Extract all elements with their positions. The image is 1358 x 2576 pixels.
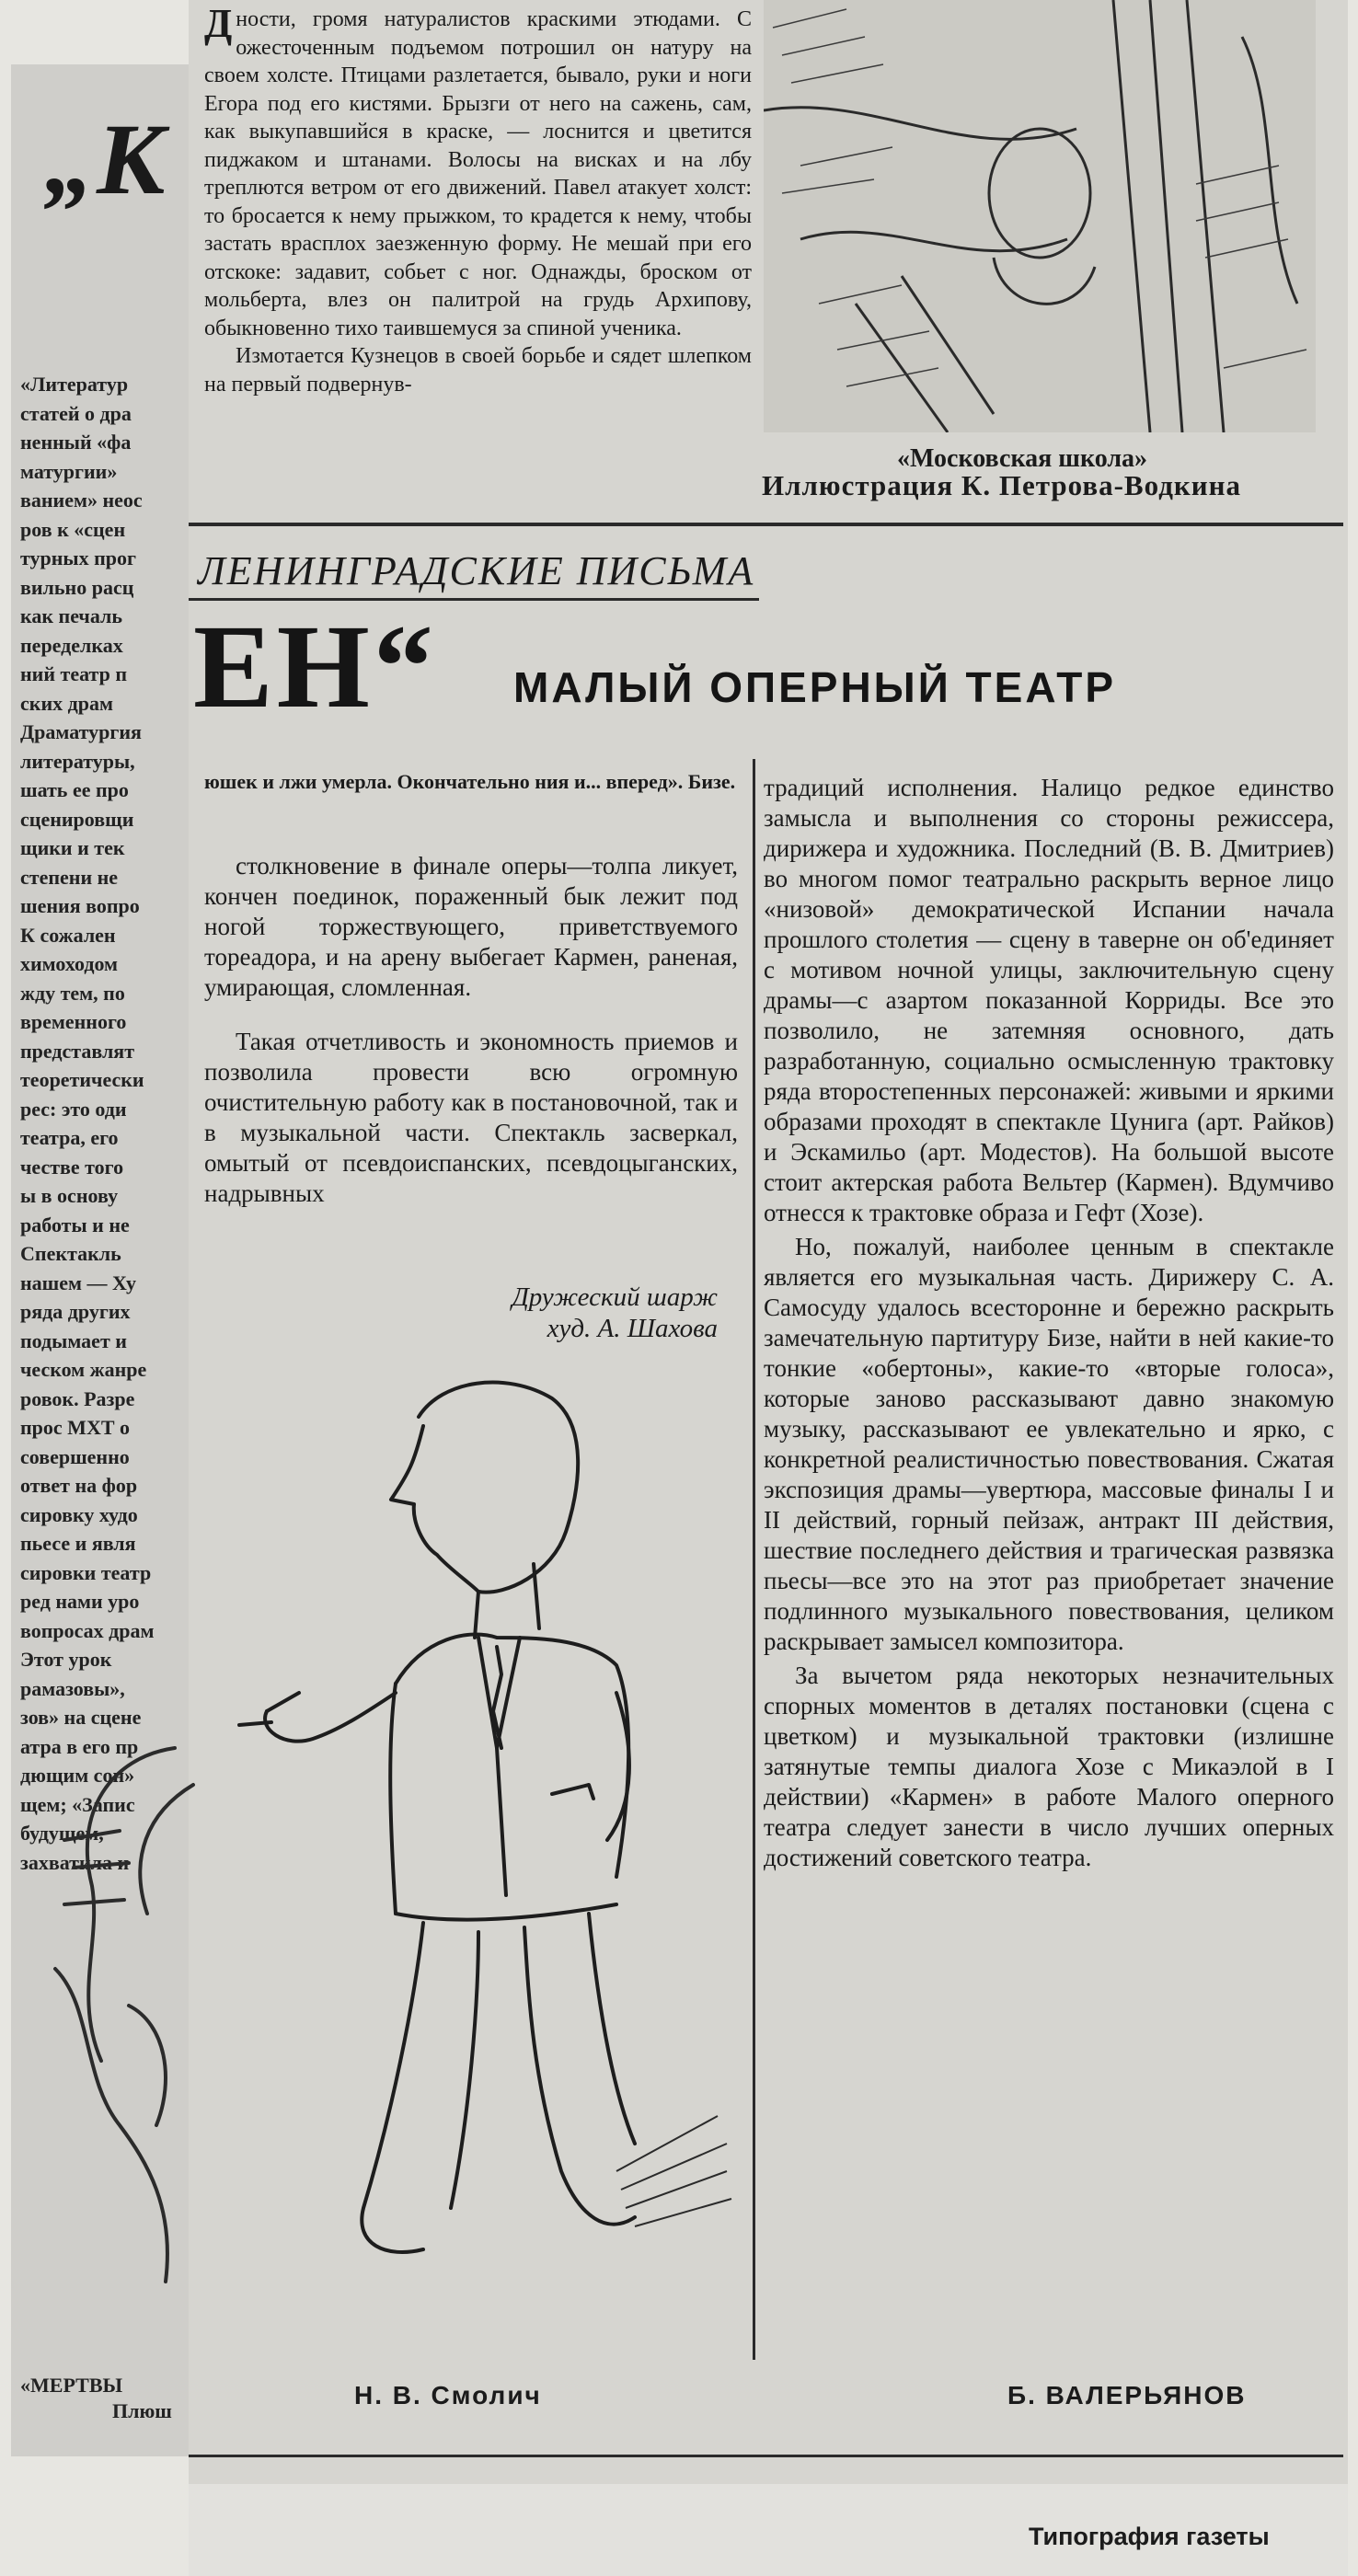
left-bottom-fragment-2: Плюш [112,2399,172,2422]
left-fragment-line: как печаль [20,604,122,627]
left-fragment-line: честве того [20,1155,124,1179]
left-fragment-line: жду тем, по [20,981,125,1005]
left-fragment-line: шения вопро [20,894,140,917]
left-bottom-fragment-1: «МЕРТВЫ [20,2374,123,2397]
article-title: МАЛЫЙ ОПЕРНЫЙ ТЕАТР [513,663,1117,711]
illustration-caption: Иллюстрация К. Петрова-Водкина [762,469,1241,501]
caricature-drawing [202,1362,745,2337]
top-article-continuation: Измотается Кузнецов в своей борьбе и сядет шлепком на первый подвернув- [204,344,752,397]
left-fragment-line: химоходом [20,952,119,975]
left-fragment-line: ред нами уро [20,1590,140,1613]
section-top-rule [189,523,1343,526]
left-fragment-line: степени не [20,865,119,889]
illustration-image [764,0,1316,432]
mid-paragraph-2: Такая отчетливость и экономность приемов и позволила провести всю огромную очистительную работу как в постановочной, так и в музыкальной части. Спектакль засверкал, омытый от псевдоиспанских, псевдоцыганских, надрывных [204,1028,738,1207]
left-fragment-line: статей о дра [20,401,132,425]
left-fragment-line: ров к «сцен [20,517,126,541]
right-column [764,773,1334,1873]
caricature-subject: Н. В. Смолич [354,2381,542,2409]
left-fragment-line: театра, его [20,1126,119,1149]
top-article-text: ности, громя натуралистов краскими этюдами. С ожесточенным подъемом потрошил он натуру на своем холсте. Птицами разлетается, бывало, руки и ноги Егора под его кистями. Брызги от него на сажень, сам, как выкупавшийся в краске, — лоснится и цветится пиджаком и штанами. Волосы на висках и на лбу треплются ветром от его движений. Павел атакует холст: то бросается к нему прыжком, то крадется к нему, чтобы застать врасплох заезженную форму. Не мешай при его отскоке: задавит, собьет с ног. Однажды, броском от мольберта, влез он палитрой на грудь Архипову, обыкновенно тихо таившемуся за спиной ученика. [204,7,752,340]
left-fragment-line: переделках [20,633,123,657]
mid-paragraph-1: столкновение в финале оперы—толпа ликует, кончен поединок, пораженный бык лежит под ногой торжествующего, приветствуемого тореадора, и на арену выбегает Кармен, раненая, умирающая, сломленная. [204,852,738,1001]
right-paragraph-3: За вычетом ряда некоторых незначительных спорных моментов в деталях постановки (сцена с цветком) и музыкальной трактовки (излишне затянутые темпы диалога Хозе с Микаэлой в I действии) «Кармен» в работе Малого оперного театра следует занести в число лучших оперных достижений советского театра. [764,1662,1334,1871]
left-fragment-line: щики и тек [20,836,125,859]
left-fragment-line: ванием» неос [20,489,143,512]
left-fragment-line: временного [20,1010,127,1033]
left-fragment-line: матургии» [20,459,118,483]
caricature-caption-1: Дружеский шарж [512,1282,718,1312]
left-fragment-line: совершенно [20,1444,130,1468]
section-bottom-rule [189,2455,1343,2457]
footer-text: Типография газеты [1029,2523,1270,2550]
left-fragment-line: ний театр п [20,662,128,685]
left-fragment-line: рес: это оди [20,1097,127,1121]
right-paragraph-2: Но, пожалуй, наиболее ценным в спектакле является его музыкальная часть. Дирижеру С. А. Самосуду удалось всесторонне и бережно раскрыть замечательную партитуру Бизе, найти в ней какие-то тонкие «обертоны», какие-то «вторые голоса», которые заново рассказывают давно знакомую музыку, рассказывают ее увлекательно и ярко, с конкретной реалистичностью повествования. Сжатая экспозиция драмы—увертюра, массовые финалы I и II действий, горный пейзаж, антракт III действия, шествие последнего действия и трагическая развязка пьесы—все это на этот раз приобретает значение подлинного музыкального повествования, целиком раскрывает замысел композитора. [764,1233,1334,1655]
left-fragment-line: ряда других [20,1300,131,1323]
left-fragment-line: представлят [20,1039,134,1063]
left-fragment-line: пьесе и явля [20,1532,136,1555]
left-fragment-line: зов» на сцене [20,1706,142,1729]
left-sketch-image [37,1730,202,2300]
left-fragment-line: ровок. Разре [20,1386,135,1410]
author-signature: Б. ВАЛЕРЬЯНОВ [1007,2381,1247,2409]
left-fragment-line: сировки театр [20,1560,152,1584]
left-fragment-line: работы и не [20,1213,130,1236]
left-fragment-line: будущем, [20,1822,104,1845]
left-fragment-line: Драматургия [20,720,142,743]
left-fragment-line: подымает и [20,1328,127,1352]
left-fragment-line: литературы, [20,749,135,773]
left-fragment-line: сценировщи [20,807,134,831]
illustration-title: «Московская школа» [897,444,1148,473]
left-fragment-line: сировку худо [20,1502,138,1526]
left-fragment-line: К сожален [20,923,116,947]
section-rubric: ЛЕНИНГРАДСКИЕ ПИСЬМА [198,548,755,593]
column-rule [753,759,755,2360]
epigraph: юшек и лжи умерла. Окончательно ния и... вперед». Бизе. [204,770,736,793]
left-fragment-line: вильно расц [20,575,134,599]
left-fragment-line: нашем — Ху [20,1271,137,1294]
left-fragment-line: ы в основу [20,1184,119,1207]
left-fragment-line: ских драм [20,691,113,715]
left-fragment-line: атра в его пр [20,1734,139,1758]
left-fragment-line: щем; «Запис [20,1792,135,1816]
left-fragment-line: ответ на фор [20,1474,138,1497]
left-big-title: „К [44,103,167,215]
caricature-caption-2: худ. А. Шахова [547,1314,718,1343]
left-fragment-line: рамазовы», [20,1676,125,1700]
left-fragment-line: Этот урок [20,1648,112,1671]
left-fragment-line: вопросах драм [20,1618,155,1642]
left-fragment-line: Спектакль [20,1242,121,1265]
left-fragment-line: дющим сон» [20,1764,135,1787]
right-paragraph-1: традиций исполнения. Налицо редкое единство замысла и выполнения со стороны режиссера, дирижера и художника. Последний (В. В. Дмитриев) во многом помог театрально раскрыть верное лицо «низовой» демократической Испании начала прошлого столетия — сцену в таверне он об'единяет с мотивом ночной улицы, заключительную сцену драмы—с азартом показанной Корриды. Все это позволило, не затемняя основного, дать разработанную, социально осмысленную трактовку ряда второстепенных персонажей: живыми и яркими образами проходят в спектакле Цунига (арт. Райков) и Эскамильо (арт. Модестов). На большой высоте стоит актерская работа Вельтер (Кармен). Вдумчиво отнесся к трактовке образа и Гефт (Хозе). [764,774,1334,1226]
drop-initial: Д [204,1,233,46]
left-fragment-line: ческом жанре [20,1358,147,1381]
left-fragment-line: шать ее про [20,778,129,801]
left-fragment-line: теоретически [20,1068,144,1091]
left-fragment-line: турных прог [20,546,137,569]
left-fragment-line: прос МХТ о [20,1416,131,1439]
left-fragment-line: захватила и [20,1850,130,1874]
mid-column [204,851,738,1209]
left-fragment-line: «Литератур [20,373,129,396]
left-fragment-line: ненный «фа [20,431,132,454]
section-big-word: ЕН“ [193,601,437,733]
top-article [204,1,752,398]
